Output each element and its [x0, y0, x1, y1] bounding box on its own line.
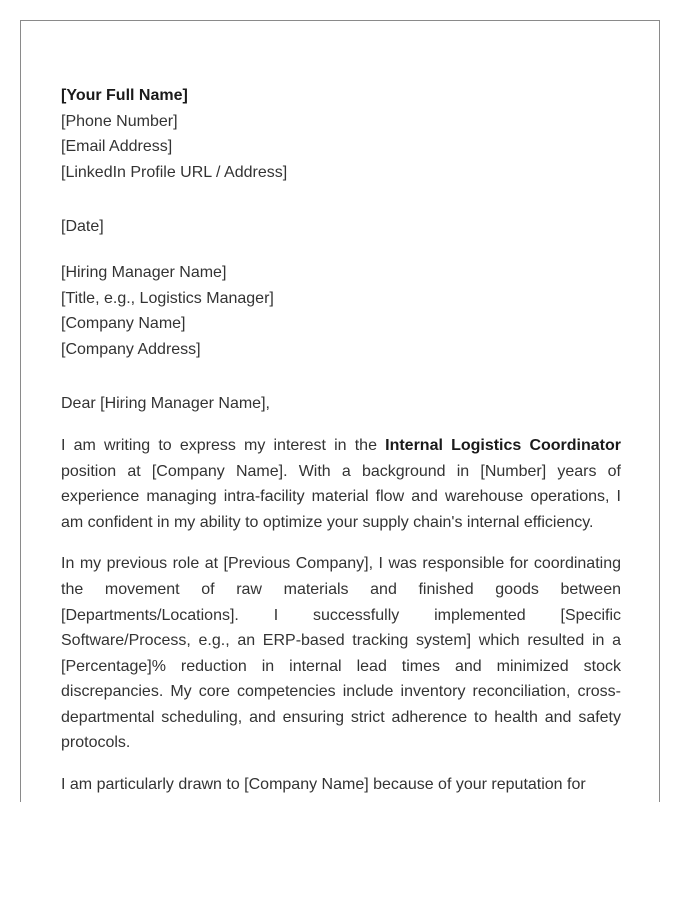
- recipient-name: [Hiring Manager Name]: [61, 263, 227, 281]
- salutation: Dear [Hiring Manager Name],: [61, 395, 270, 413]
- letter-date: [Date]: [61, 218, 104, 236]
- sender-name: [Your Full Name]: [61, 87, 188, 104]
- sender-linkedin: [LinkedIn Profile URL / Address]: [61, 163, 288, 181]
- recipient-address: [Company Address]: [61, 340, 201, 358]
- recipient-company: [Company Name]: [61, 315, 186, 333]
- body-paragraph-3: I am particularly drawn to [Company Name] because of your reputation for: [61, 776, 586, 794]
- recipient-block: [61, 260, 621, 362]
- recipient-title: [Title, e.g., Logistics Manager]: [61, 289, 274, 307]
- body-paragraph-2: In my previous role at [Previous Company], I was responsible for coordinating the movement of raw materials and finished goods between [Departments/Locations]. I successfully implemented [Specific Software/Process, e.g., an ERP-based tracking system] which resulted in a [Percentage]% reduction in internal lead times and minimized stock discrepancies. My core competencies include inventory reconciliation, cross-departmental scheduling, and ensuring strict adherence to health and safety protocols.: [61, 555, 621, 752]
- salutation-block: [61, 391, 621, 417]
- letter-content: [61, 83, 621, 798]
- paragraph-1-intro: I am writing to express my interest in the: [61, 436, 386, 454]
- letter-page: [20, 20, 660, 802]
- date-block: [61, 214, 621, 240]
- sender-block: [61, 83, 621, 185]
- position-title: Internal Logistics Coordinator: [385, 436, 621, 454]
- sender-phone: [Phone Number]: [61, 112, 178, 130]
- sender-email: [Email Address]: [61, 138, 173, 156]
- paragraph-1-rest: position at [Company Name]. With a background in [Number] years of experience managing intra-facility material flow and warehouse operations, I am confident in my ability to optimize your supply chain's internal efficiency.: [61, 462, 621, 531]
- body-paragraph-1: [61, 433, 621, 535]
